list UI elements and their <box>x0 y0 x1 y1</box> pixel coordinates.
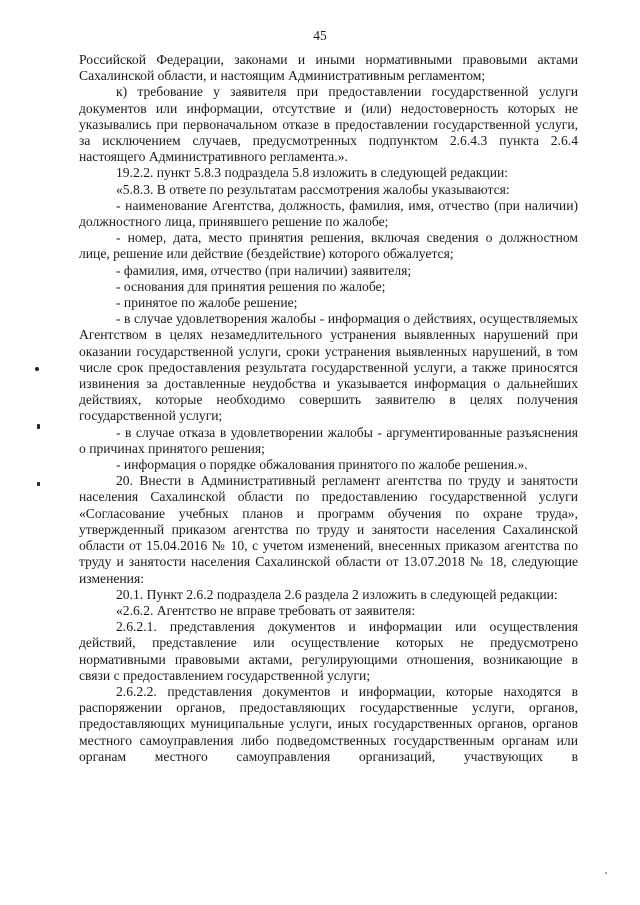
page-number: 45 <box>313 28 327 43</box>
list-item: - информация о порядке обжалования принятого по жалобе решения.». <box>116 457 528 473</box>
list-item: - основания для принятия решения по жалобе; <box>116 278 386 294</box>
paragraph: 2.6.2.1. представления документов и информации или осуществления действий, представление или осуществление которых не предусмотрено нормативными правовыми актами, регулирующими отношения, возникающие в связи с предоставлением государственной услуги; <box>79 619 578 683</box>
list-item: - принятое по жалобе решение; <box>116 295 298 311</box>
document-body <box>79 52 578 765</box>
paragraph: 19.2.2. пункт 5.8.3 подраздела 5.8 изложить в следующей редакции: <box>116 165 509 181</box>
scan-dot <box>37 482 40 486</box>
list-item: - номер, дата, место принятия решения, включая сведения о должностном лице, решение или действие (бездействие) которого обжалуется; <box>79 230 578 262</box>
paragraph: «5.8.3. В ответе по результатам рассмотрения жалобы указываются: <box>116 181 510 197</box>
list-item: - фамилия, имя, отчество (при наличии) заявителя; <box>116 262 412 278</box>
paragraph: Российской Федерации, законами и иными нормативными правовыми актами Сахалинской области, и настоящим Административным регламентом; <box>79 52 578 84</box>
paragraph: 20.1. Пункт 2.6.2 подраздела 2.6 раздела 2 изложить в следующей редакции: <box>116 586 558 602</box>
list-item: - наименование Агентства, должность, фамилия, имя, отчество (при наличии) должностного лица, принявшего решение по жалобе; <box>79 197 578 230</box>
scan-dot <box>37 424 40 429</box>
list-item: - в случае удовлетворения жалобы - информация о действиях, осуществляемых Агентством в целях незамедлительного устранения выявленных нарушений при оказании государственной услуги, сроки устранения выявленных нарушений, в том числе срок предоставления результата государственной услуги, а также приносятся извинения за доставленные неудобства и указывается информация о дальнейших действиях, которые необходимо совершить заявителю в целях получения государственной услуги; <box>79 311 578 424</box>
scan-dot <box>35 367 39 371</box>
scan-dot <box>605 872 607 874</box>
paragraph: 20. Внести в Административный регламент агентства по труду и занятости населения Сахалинской области по предоставлению государственной услуги «Согласование учебных планов и программ обучения по охране труда», утвержденный приказом агентства по труду и занятости населения Сахалинской области от 15.04.2016 № 10, с учетом изменений, внесенных приказом агентства по труду и занятости населения Сахалинской области от 13.07.2018 № 18, следующие изменения: <box>79 473 578 586</box>
paragraph: «2.6.2. Агентство не вправе требовать от заявителя: <box>116 602 416 618</box>
paragraph: 2.6.2.2. представления документов и информации, которые находятся в распоряжении органов, предоставляющих государственные услуги, органов, предоставляющих муниципальные услуги, иных государственных органов, органов местного самоуправления либо подведомственных государственным органам или органам местного самоуправления организаций, участвующих в <box>79 683 578 764</box>
paragraph: к) требование у заявителя при предоставлении государственной услуги документов или информации, отсутствие и (или) недостоверность которых не указывались при первоначальном отказе в предоставлении государственной услуги, за исключением случаев, предусмотренных подпунктом 2.6.4.3 пункта 2.6.4 настоящего Административного регламента.». <box>79 84 578 165</box>
list-item: - в случае отказа в удовлетворении жалобы - аргументированные разъяснения о причинах принятого решения; <box>79 424 578 456</box>
